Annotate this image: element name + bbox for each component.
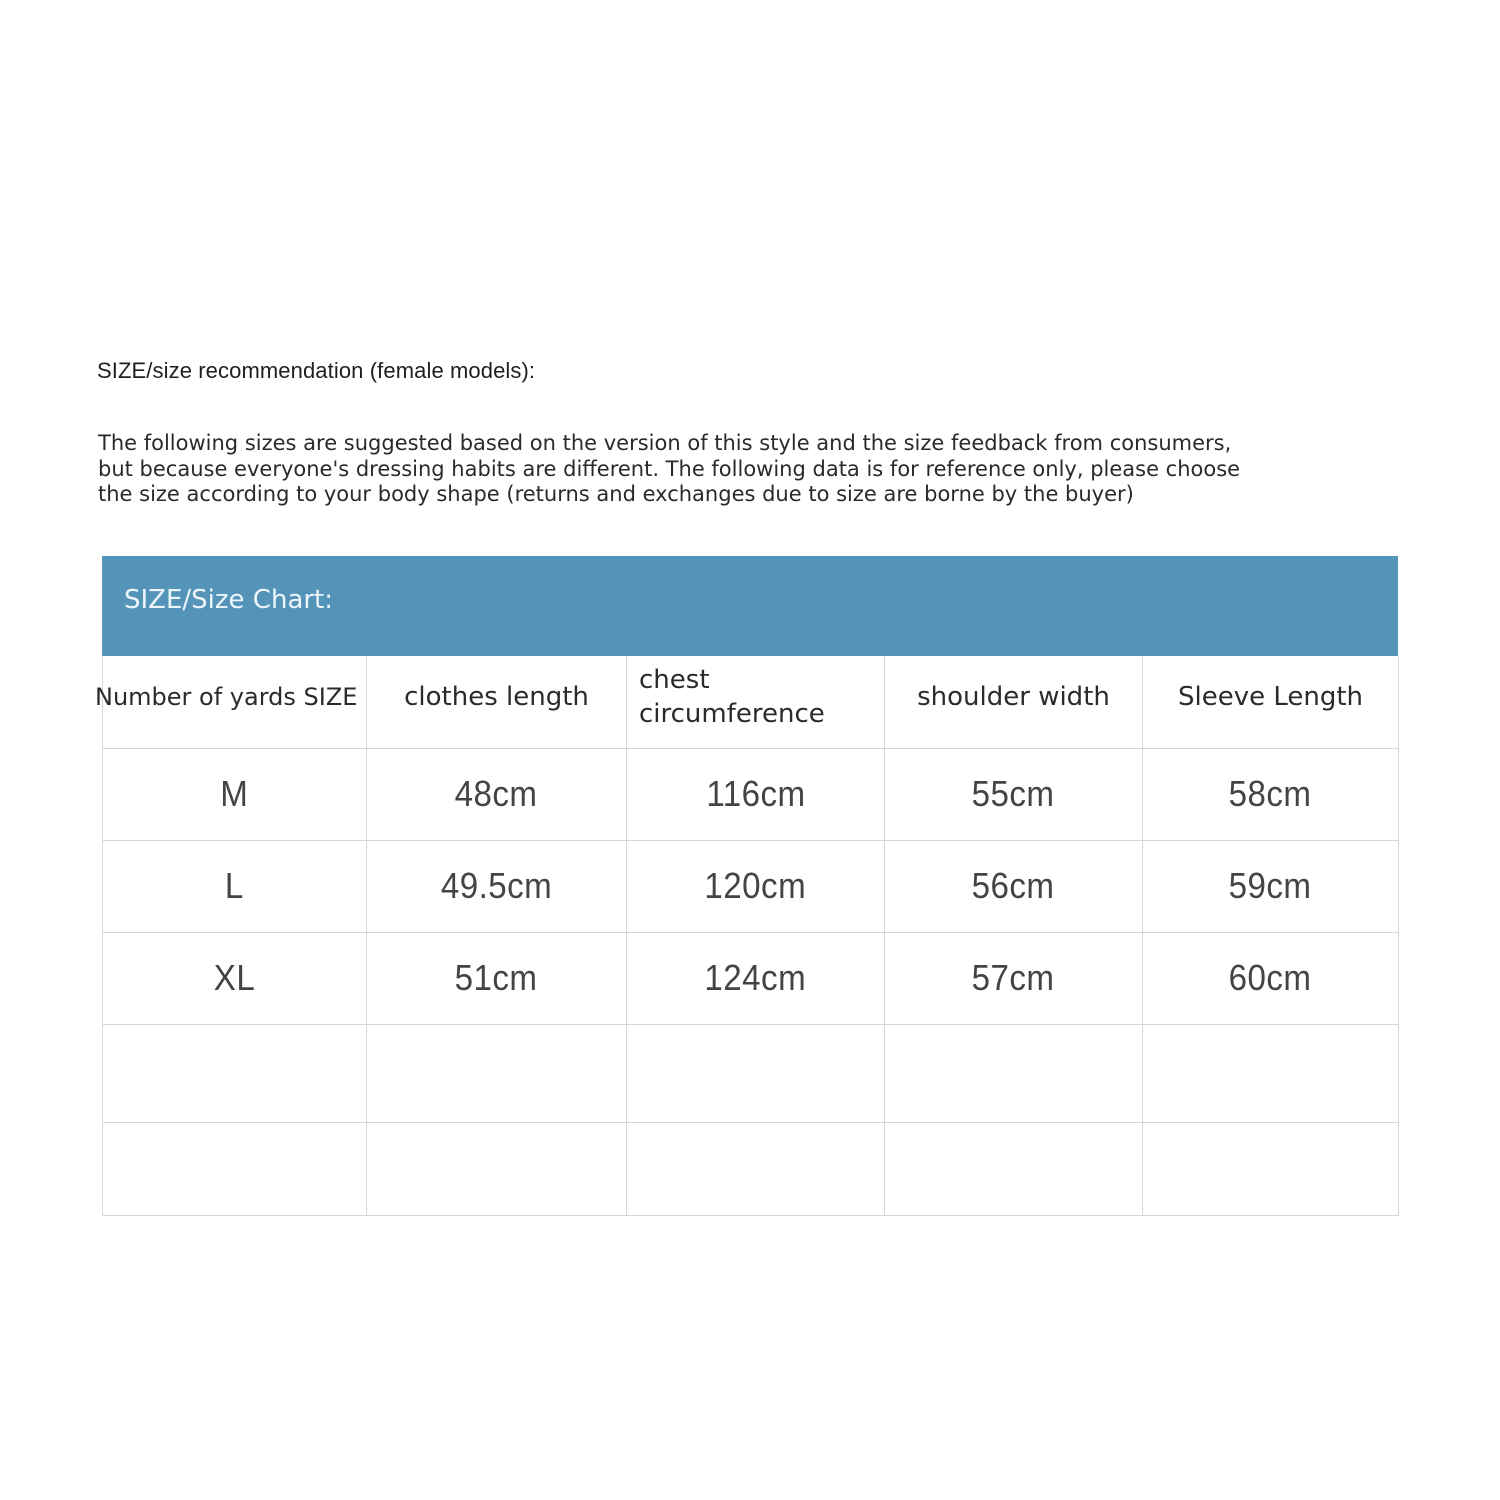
table-row-empty bbox=[103, 1024, 1399, 1122]
cell-chest-circumference: 124cm bbox=[627, 932, 885, 1024]
cell-empty bbox=[1143, 1122, 1399, 1215]
column-header-size: Number of yards SIZE bbox=[103, 656, 367, 748]
column-header-clothes-length: clothes length bbox=[367, 656, 627, 748]
cell-sleeve-length: 60cm bbox=[1143, 932, 1399, 1024]
column-header-chest-circumference bbox=[627, 656, 885, 748]
notice-line: The following sizes are suggested based on the version of this style and the size feedback from consumers, bbox=[98, 431, 1232, 455]
notice-line: but because everyone's dressing habits are different. The following data is for reference only, please choose bbox=[98, 456, 1241, 481]
chest-header-line: circumference bbox=[639, 698, 825, 729]
cell-empty bbox=[367, 1122, 627, 1215]
cell-size: XL bbox=[103, 932, 367, 1024]
cell-shoulder-width: 57cm bbox=[885, 932, 1143, 1024]
cell-shoulder-width: 55cm bbox=[885, 748, 1143, 840]
cell-shoulder-width: 56cm bbox=[885, 840, 1143, 932]
size-notice-paragraph bbox=[98, 431, 1408, 508]
table-header-row bbox=[103, 656, 1399, 748]
size-table bbox=[95, 656, 1399, 1216]
column-header-sleeve-length: Sleeve Length bbox=[1143, 656, 1399, 748]
cell-size: M bbox=[103, 748, 367, 840]
cell-size: L bbox=[103, 840, 367, 932]
cell-chest-circumference: 116cm bbox=[627, 748, 885, 840]
cell-empty bbox=[103, 1024, 367, 1122]
table-row bbox=[103, 748, 1399, 840]
cell-sleeve-length: 58cm bbox=[1143, 748, 1399, 840]
cell-sleeve-length: 59cm bbox=[1143, 840, 1399, 932]
cell-empty bbox=[885, 1122, 1143, 1215]
notice-line: the size according to your body shape (returns and exchanges due to size are borne by the buyer) bbox=[98, 482, 1134, 506]
cell-chest-circumference: 120cm bbox=[627, 840, 885, 932]
table-row-empty bbox=[103, 1122, 1399, 1215]
cell-empty bbox=[1143, 1024, 1399, 1122]
cell-empty bbox=[367, 1024, 627, 1122]
cell-empty bbox=[627, 1024, 885, 1122]
cell-empty bbox=[103, 1122, 367, 1215]
table-row bbox=[103, 932, 1399, 1024]
column-header-shoulder-width: shoulder width bbox=[885, 656, 1143, 748]
table-row bbox=[103, 840, 1399, 932]
cell-empty bbox=[627, 1122, 885, 1215]
size-chart-title: SIZE/Size Chart: bbox=[124, 585, 334, 615]
chest-header-line: chest bbox=[639, 664, 710, 695]
cell-empty bbox=[885, 1024, 1143, 1122]
size-recommendation-heading: SIZE/size recommendation (female models): bbox=[97, 358, 536, 383]
cell-clothes-length: 48cm bbox=[367, 748, 627, 840]
cell-clothes-length: 49.5cm bbox=[367, 840, 627, 932]
cell-clothes-length: 51cm bbox=[367, 932, 627, 1024]
size-chart-title-bar bbox=[102, 556, 1398, 656]
size-chart bbox=[95, 556, 1398, 1216]
